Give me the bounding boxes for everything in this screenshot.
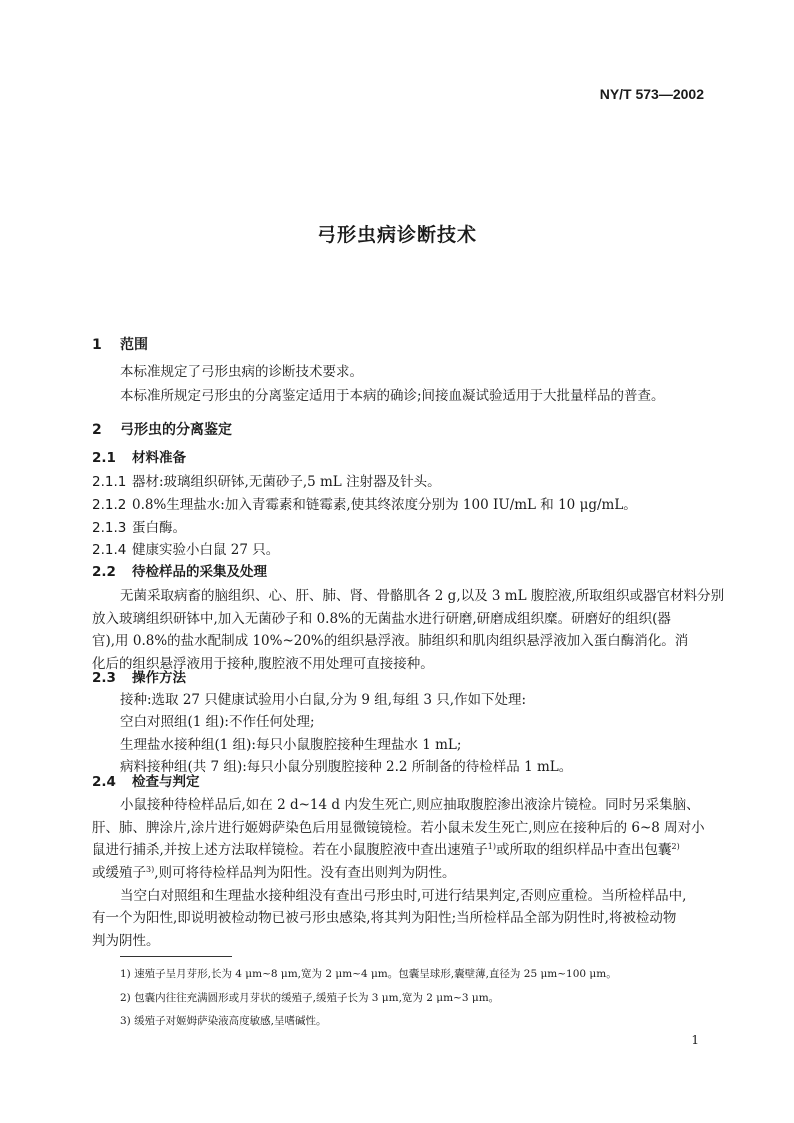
- footnote-ref[interactable]: 1): [487, 842, 497, 851]
- paragraph-line: 化后的组织悬浮液用于接种,腹腔液不用处理可直接接种。: [92, 656, 434, 672]
- footnote: 3) 缓殖子对姬姆萨染液高度敏感,呈嗜碱性。: [120, 1015, 327, 1027]
- paragraph: 本标准规定了弓形虫病的诊断技术要求。: [120, 364, 363, 380]
- paragraph-line: 放入玻璃组织研钵中,加入无菌砂子和 0.8%的无菌盐水进行研磨,研磨成组织糜。研磨好的组织(器: [92, 611, 671, 627]
- page-number: 1: [691, 1033, 699, 1047]
- paragraph-line: 空白对照组(1 组):不作任何处理;: [120, 714, 315, 730]
- paragraph-line: 当空白对照组和生理盐水接种组没有查出弓形虫时,可进行结果判定,否则应重检。当所检样品中,: [120, 888, 687, 904]
- item-text: 蛋白酶。: [132, 520, 186, 536]
- item-number: 2.1.1: [92, 474, 127, 490]
- footnote: 1) 速殖子呈月芽形,长为 4 μm~8 μm,宽为 2 μm~4 μm。包囊呈球形,囊壁薄,直径为 25 μm~100 μm。: [120, 968, 617, 980]
- text-run: ,则可将待检样品判为阳性。没有查出则判为阴性。: [154, 865, 456, 881]
- paragraph-line: 小鼠接种待检样品后,如在 2 d~14 d 内发生死亡,则应抽取腹腔渗出液涂片镜检。同时另采集脑、: [120, 797, 700, 813]
- footnote-separator: [120, 956, 232, 957]
- section-title: 待检样品的采集及处理: [132, 564, 267, 580]
- section-number: 2.4: [92, 774, 116, 790]
- section-number: 2.2: [92, 564, 116, 580]
- item-number: 2.1.3: [92, 520, 127, 536]
- section-title: 范围: [120, 337, 148, 353]
- list-item: [92, 470, 441, 490]
- document-title: 弓形虫病诊断技术: [316, 224, 477, 246]
- section-title: 材料准备: [132, 450, 186, 466]
- text-run: 或所取的组织样品中查出包囊: [496, 842, 672, 858]
- paragraph-line: 生理盐水接种组(1 组):每只小鼠腹腔接种生理盐水 1 mL;: [120, 737, 462, 753]
- section-title: 操作方法: [132, 670, 186, 686]
- footnote-ref[interactable]: 2): [671, 842, 680, 851]
- paragraph-line: [92, 838, 680, 858]
- section-2-3-heading: [92, 666, 186, 686]
- footnote: 2) 包囊内往往充满圆形或月芽状的缓殖子,缓殖子长为 3 μm,宽为 2 μm~3 μm。: [120, 992, 500, 1004]
- list-item: [92, 493, 637, 513]
- text-run: 鼠进行捕杀,并按上述方法取样镜检。若在小鼠腹腔液中查出速殖子: [92, 842, 488, 858]
- paragraph-line: 判为阴性。: [92, 933, 160, 949]
- paragraph: 本标准所规定弓形虫的分离鉴定适用于本病的确诊;间接血凝试验适用于大批量样品的普查。: [120, 388, 665, 404]
- section-title: 弓形虫的分离鉴定: [120, 422, 232, 438]
- standard-code: NY/T 573—2002: [599, 86, 704, 102]
- footnote-ref[interactable]: 3): [146, 865, 155, 874]
- section-2-1-heading: [92, 446, 186, 466]
- section-number: 2.3: [92, 670, 116, 686]
- item-text: 健康实验小白鼠 27 只。: [132, 542, 280, 558]
- paragraph-line: 接种:选取 27 只健康试验用小白鼠,分为 9 组,每组 3 只,作如下处理:: [120, 692, 527, 708]
- paragraph-line: 无菌采取病畜的脑组织、心、肝、肺、肾、骨骼肌各 2 g,以及 3 mL 腹腔液,所取组织或器官材料分别: [120, 588, 725, 604]
- paragraph-line: [92, 861, 456, 881]
- item-text: 器材:玻璃组织研钵,无菌砂子,5 mL 注射器及针头。: [132, 474, 441, 490]
- section-number: 1: [92, 337, 102, 353]
- section-2-heading: [92, 419, 232, 439]
- section-1-heading: [92, 334, 148, 354]
- paragraph-line: 有一个为阳性,即说明被检动物已被弓形虫感染,将其判为阳性;当所检样品全部为阴性时,将被检动物: [92, 910, 677, 926]
- paragraph-line: 官),用 0.8%的盐水配制成 10%~20%的组织悬浮液。肺组织和肌肉组织悬浮液加入蛋白酶消化。消: [92, 633, 689, 649]
- section-2-2-heading: [92, 560, 267, 580]
- list-item: [92, 538, 279, 558]
- list-item: [92, 516, 186, 536]
- paragraph-line: 肝、肺、脾涂片,涂片进行姬姆萨染色后用显微镜镜检。若小鼠未发生死亡,则应在接种后的 6~8 周对小: [92, 820, 705, 836]
- item-number: 2.1.4: [92, 542, 127, 558]
- section-number: 2.1: [92, 450, 116, 466]
- section-2-4-heading: [92, 770, 200, 790]
- paragraph-line: 病料接种组(共 7 组):每只小鼠分别腹腔接种 2.2 所制备的待检样品 1 mL。: [120, 759, 573, 775]
- item-text: 0.8%生理盐水:加入青霉素和链霉素,使其终浓度分别为 100 IU/mL 和 10 μg/mL。: [132, 497, 637, 513]
- text-run: 或缓殖子: [92, 865, 146, 881]
- item-number: 2.1.2: [92, 497, 127, 513]
- section-title: 检查与判定: [132, 774, 200, 790]
- section-number: 2: [92, 422, 102, 438]
